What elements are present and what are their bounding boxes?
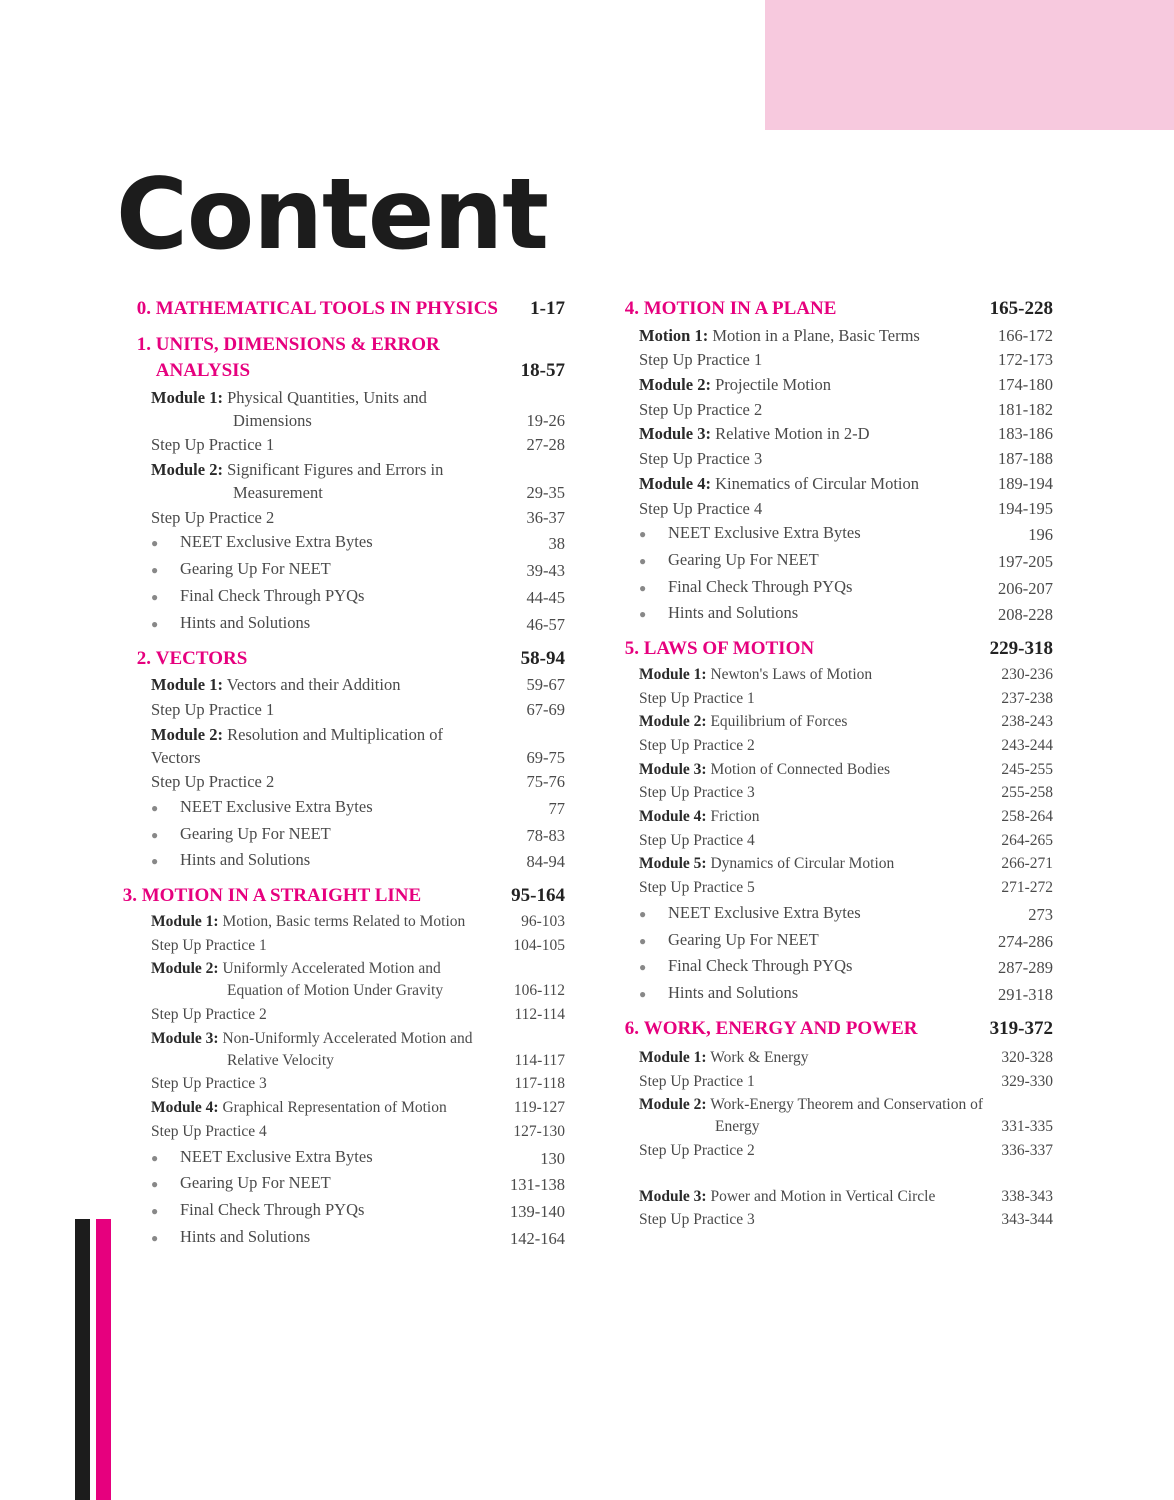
module-entry[interactable]: Module 1: Work & Energy 320-328 (639, 1048, 1053, 1066)
module-entry[interactable]: Module 4: Kinematics of Circular Motion 189-194 (639, 473, 1053, 493)
practice-entry[interactable]: Step Up Practice 4 194-195 (639, 498, 1053, 518)
module-entry[interactable]: Module 1: Physical Quantities, Units and Dimensions 19-26 (151, 387, 565, 430)
module-entry[interactable]: Module 4: Friction 258-264 (639, 808, 1053, 826)
bullet-entry[interactable]: ● NEET Exclusive Extra Bytes 38 (151, 532, 565, 554)
bullet-icon: ● (151, 827, 159, 842)
chapter-heading[interactable]: 5. LAWS OF MOTION 229-318 (624, 638, 1053, 660)
module-entry[interactable]: Module 2: Projectile Motion 174-180 (639, 375, 1053, 395)
bullet-icon: ● (151, 563, 159, 578)
bullet-entry[interactable]: ● NEET Exclusive Extra Bytes 196 (639, 523, 1053, 545)
bullet-icon: ● (639, 906, 647, 921)
module-entry[interactable]: Module 1: Newton's Laws of Motion 230-236 (639, 665, 1053, 683)
decorative-pink-block (765, 0, 1174, 130)
bullet-entry[interactable]: ● NEET Exclusive Extra Bytes 130 (151, 1146, 565, 1168)
toc-left-column (112, 296, 565, 1250)
module-entry[interactable]: Module 1: Vectors and their Addition 59-67 (151, 675, 565, 695)
module-entry[interactable]: Module 1: Motion, Basic terms Related to Motion 96-103 (151, 913, 565, 930)
bullet-entry[interactable]: ● NEET Exclusive Extra Bytes 77 (151, 796, 565, 818)
bullet-icon: ● (151, 1203, 159, 1218)
practice-entry[interactable]: Step Up Practice 3 255-258 (639, 784, 1053, 802)
bullet-icon: ● (151, 1177, 159, 1192)
bullet-entry[interactable]: ● Gearing Up For NEET 78-83 (151, 823, 565, 845)
practice-entry[interactable]: Step Up Practice 1 67-69 (151, 699, 565, 719)
chapter-heading[interactable]: 4. MOTION IN A PLANE 165-228 (624, 298, 1053, 319)
bullet-icon: ● (151, 854, 159, 869)
practice-entry[interactable]: Step Up Practice 2 112-114 (151, 1006, 565, 1024)
chapter-heading[interactable]: 3. MOTION IN A STRAIGHT LINE 95-164 (122, 885, 565, 907)
bullet-icon: ● (639, 580, 647, 595)
chapter-heading[interactable]: 0. MATHEMATICAL TOOLS IN PHYSICS 1-17 (136, 298, 565, 319)
bullet-entry[interactable]: ● Gearing Up For NEET 197-205 (639, 549, 1053, 571)
bullet-entry[interactable]: ● Gearing Up For NEET 131-138 (151, 1173, 565, 1195)
practice-entry[interactable]: Step Up Practice 1 104-105 (151, 936, 565, 954)
module-entry[interactable]: Module 2: Equilibrium of Forces 238-243 (639, 713, 1053, 731)
bullet-entry[interactable]: ● Final Check Through PYQs 287-289 (639, 956, 1053, 978)
practice-entry[interactable]: Step Up Practice 1 329-330 (639, 1072, 1053, 1090)
bullet-icon: ● (639, 933, 647, 948)
bullet-icon: ● (151, 1230, 159, 1245)
practice-entry[interactable]: Step Up Practice 4 127-130 (151, 1122, 565, 1140)
bullet-icon: ● (639, 986, 647, 1001)
practice-entry[interactable]: Step Up Practice 1 237-238 (639, 689, 1053, 707)
bullet-entry[interactable]: ● Final Check Through PYQs 206-207 (639, 576, 1053, 598)
practice-entry[interactable]: Step Up Practice 2 36-37 (151, 507, 565, 527)
chapter-heading[interactable]: 2. VECTORS 58-94 (136, 647, 565, 669)
bullet-entry[interactable]: ● NEET Exclusive Extra Bytes 273 (639, 902, 1053, 924)
practice-entry[interactable]: Step Up Practice 2 75-76 (151, 772, 565, 792)
bullet-entry[interactable]: ● Hints and Solutions 291-318 (639, 982, 1053, 1004)
practice-entry[interactable]: Step Up Practice 2 181-182 (639, 399, 1053, 419)
bullet-entry[interactable]: ● Hints and Solutions 46-57 (151, 612, 565, 634)
bullet-entry[interactable]: ● Hints and Solutions 142-164 (151, 1226, 565, 1248)
bullet-icon: ● (639, 607, 647, 622)
practice-entry[interactable]: Step Up Practice 2 243-244 (639, 737, 1053, 754)
practice-entry[interactable]: Step Up Practice 1 27-28 (151, 435, 565, 455)
practice-entry[interactable]: Step Up Practice 1 172-173 (639, 350, 1053, 370)
module-entry[interactable]: Module 3: Motion of Connected Bodies 245-255 (639, 760, 1053, 778)
bullet-icon: ● (639, 960, 647, 975)
practice-entry[interactable]: Step Up Practice 3 117-118 (151, 1075, 565, 1093)
module-entry[interactable]: Module 5: Dynamics of Circular Motion 266-271 (639, 855, 1053, 873)
bullet-entry[interactable]: ● Hints and Solutions 84-94 (151, 850, 565, 872)
practice-entry[interactable]: Step Up Practice 2 336-337 (639, 1141, 1053, 1159)
chapter-heading[interactable]: 1. UNITS, DIMENSIONS & ERROR ANALYSIS 18-57 (136, 334, 565, 381)
module-entry[interactable]: Module 3: Power and Motion in Vertical Circle 338-343 (639, 1187, 1053, 1205)
practice-entry[interactable]: Step Up Practice 4 264-265 (639, 831, 1053, 849)
toc-right-column (611, 296, 1053, 1231)
bullet-entry[interactable]: ● Hints and Solutions 208-228 (639, 603, 1053, 625)
module-entry[interactable]: Module 2: Uniformly Accelerated Motion and Equation of Motion Under Gravity 106-112 (151, 960, 565, 1000)
bullet-icon: ● (639, 527, 647, 542)
practice-entry[interactable]: Step Up Practice 3 187-188 (639, 449, 1053, 469)
module-entry[interactable]: Module 3: Non-Uniformly Accelerated Motion and Relative Velocity 114-117 (151, 1029, 565, 1069)
bullet-icon: ● (639, 553, 647, 568)
bullet-icon: ● (151, 616, 159, 631)
module-entry[interactable]: Module 3: Relative Motion in 2-D 183-186 (639, 424, 1053, 444)
bullet-icon: ● (151, 589, 159, 604)
bullet-icon: ● (151, 536, 159, 551)
bullet-entry[interactable]: ● Final Check Through PYQs 139-140 (151, 1199, 565, 1221)
decorative-pink-bar (96, 1219, 111, 1500)
bullet-icon: ● (151, 800, 159, 815)
practice-entry[interactable]: Step Up Practice 5 271-272 (639, 879, 1053, 897)
bullet-entry[interactable]: ● Final Check Through PYQs 44-45 (151, 585, 565, 607)
page-title: Content (116, 158, 548, 272)
module-entry[interactable]: Module 2: Resolution and Multiplication of Vectors 69-75 (151, 724, 565, 767)
chapter-heading[interactable]: 6. WORK, ENERGY AND POWER 319-372 (624, 1017, 1053, 1039)
module-entry[interactable]: Module 4: Graphical Representation of Motion 119-127 (151, 1099, 565, 1117)
practice-entry[interactable]: Step Up Practice 3 343-344 (639, 1211, 1053, 1229)
bullet-icon: ● (151, 1150, 159, 1165)
module-entry[interactable]: Module 2: Significant Figures and Errors in Measurement 29-35 (151, 460, 565, 503)
module-entry[interactable]: Module 2: Work-Energy Theorem and Conservation of Energy 331-335 (639, 1096, 1053, 1136)
module-entry[interactable]: Motion 1: Motion in a Plane, Basic Terms 166-172 (639, 325, 1053, 345)
bullet-entry[interactable]: ● Gearing Up For NEET 274-286 (639, 929, 1053, 951)
bullet-entry[interactable]: ● Gearing Up For NEET 39-43 (151, 559, 565, 581)
decorative-black-bar (75, 1219, 90, 1500)
